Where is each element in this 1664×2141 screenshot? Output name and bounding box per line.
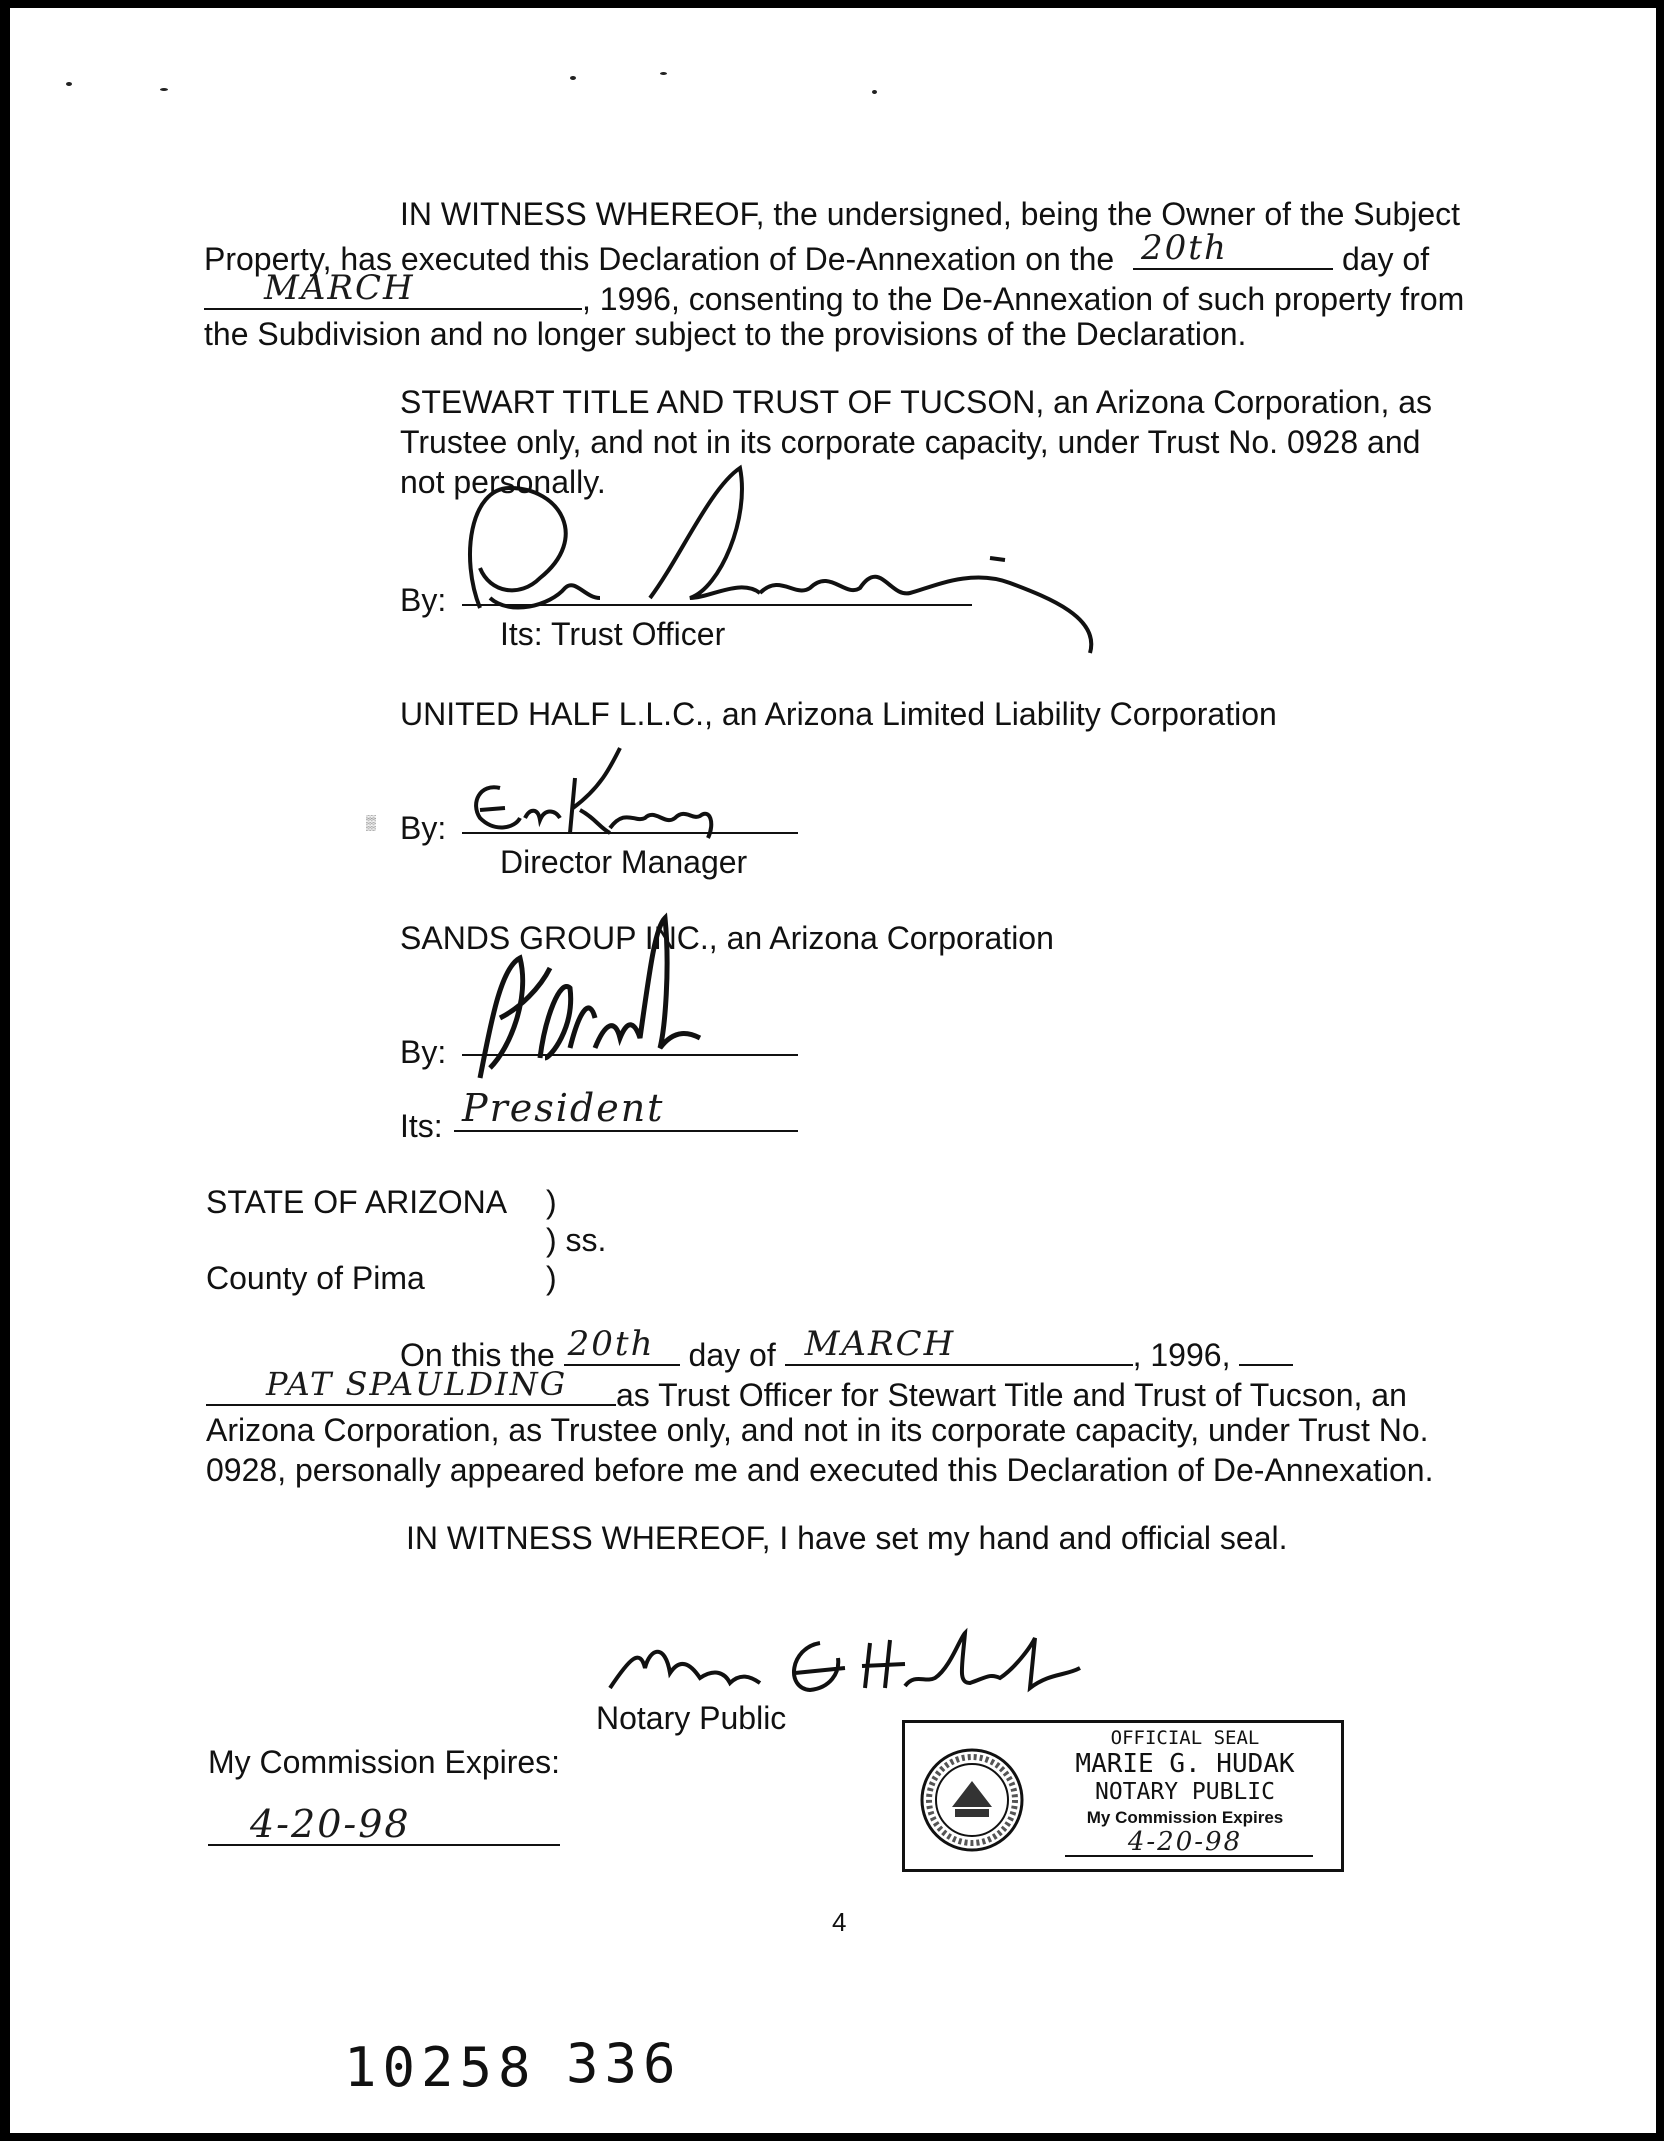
stewart-by-label: By: (400, 582, 447, 618)
stewart-its-value: Trust Officer (550, 616, 726, 652)
stewart-its-label: Its: (500, 616, 543, 652)
ack-line-2-text: as Trust Officer for Stewart Title and Trust of Tucson, an (616, 1377, 1407, 1413)
witness-line-4: the Subdivision and no longer subject to the provisions of the Declaration. (204, 316, 1247, 352)
commission-label: My Commission Expires: (208, 1744, 561, 1780)
united-heading: UNITED HALF L.L.C., an Arizona Limited Liability Corporation (400, 696, 1277, 732)
stewart-line-1: STEWART TITLE AND TRUST OF TUCSON, an Arizona Corporation, as (400, 384, 1433, 420)
sands-its-label: Its: (400, 1108, 443, 1144)
month-value: MARCH (264, 268, 415, 308)
ack-month-value: MARCH (804, 1324, 956, 1364)
seal-commission-line (1065, 1855, 1313, 1857)
venue-paren-3: ) (546, 1260, 557, 1296)
venue-paren-1: ) (546, 1184, 557, 1220)
ack-day-blank (564, 1324, 680, 1366)
stewart-line-2: Trustee only, and not in its corporate capacity, under Trust No. 0928 and (400, 424, 1421, 460)
witness-line-1: IN WITNESS WHEREOF, the undersigned, being the Owner of the Subject (400, 196, 1461, 232)
official-seal-stamp (902, 1720, 1344, 1872)
stewart-signature (450, 448, 1130, 668)
scan-speck (660, 72, 667, 75)
ack-day-value: 20th (567, 1324, 655, 1364)
state-seal-emblem (917, 1745, 1027, 1855)
venue-county: County of Pima (206, 1260, 425, 1296)
ack-name-blank (206, 1365, 616, 1406)
ack-line-3: Arizona Corporation, as Trustee only, and not in its corporate capacity, under Trust No. (206, 1412, 1429, 1448)
document-page (10, 8, 1656, 2133)
commission-value: 4-20-98 (250, 1802, 411, 1846)
united-margin-mark: ▒ (366, 814, 376, 830)
month-blank (204, 268, 582, 310)
seal-commission-value: 4-20-98 (1127, 1827, 1243, 1857)
notary-label: Notary Public (596, 1700, 787, 1736)
notary-signature (590, 1628, 1090, 1708)
venue-state: STATE OF ARIZONA (206, 1184, 508, 1220)
ack-month-blank (785, 1324, 1133, 1366)
scan-speck (570, 76, 576, 80)
seal-title: OFFICIAL SEAL (1110, 1727, 1260, 1749)
ack-on-this: On this the (400, 1337, 555, 1373)
ack-name-value: PAT SPAULDING (266, 1365, 568, 1403)
scan-speck (160, 88, 168, 91)
united-signature (460, 738, 760, 848)
witness-line-3-text: , 1996, consenting to the De-Annexation of such property from (582, 281, 1465, 317)
stewart-line-3: not personally. (400, 464, 606, 500)
scan-speck (66, 82, 72, 86)
sands-signature (450, 908, 710, 1088)
ack-trailing-blank (1239, 1330, 1293, 1366)
united-by-label: By: (400, 810, 447, 846)
record-book-number: 10258 (344, 2036, 537, 2099)
page-number: 4 (832, 1907, 847, 1937)
united-role: Director Manager (500, 844, 748, 880)
sands-by-label: By: (400, 1034, 447, 1070)
record-page-number: 336 (566, 2032, 682, 2095)
day-value: 20th (1141, 228, 1228, 268)
seal-name: MARIE G. HUDAK (1075, 1749, 1295, 1779)
ack-line-4: 0928, personally appeared before me and executed this Declaration of De-Annexation. (206, 1452, 1434, 1488)
ack-line-2 (206, 1365, 1407, 1415)
ack-year: , 1996, (1132, 1337, 1231, 1373)
sands-its-value: President (462, 1086, 665, 1130)
witness-line-2-text: Property, has executed this Declaration of De-Annexation on the (204, 241, 1115, 277)
closing-statement: IN WITNESS WHEREOF, I have set my hand and official seal. (406, 1520, 1288, 1556)
venue-ss: ) ss. (546, 1222, 607, 1258)
witness-day-of: day of (1341, 241, 1430, 277)
scan-speck (872, 90, 877, 94)
witness-line-3 (204, 268, 1465, 319)
sands-its-line (454, 1130, 798, 1132)
day-blank (1133, 228, 1333, 270)
seal-notary: NOTARY PUBLIC (1094, 1779, 1275, 1805)
sands-heading: SANDS GROUP INC., an Arizona Corporation (400, 920, 1054, 956)
ack-day-of: day of (688, 1337, 776, 1373)
seal-commission-label: My Commission Expires (1086, 1808, 1284, 1827)
